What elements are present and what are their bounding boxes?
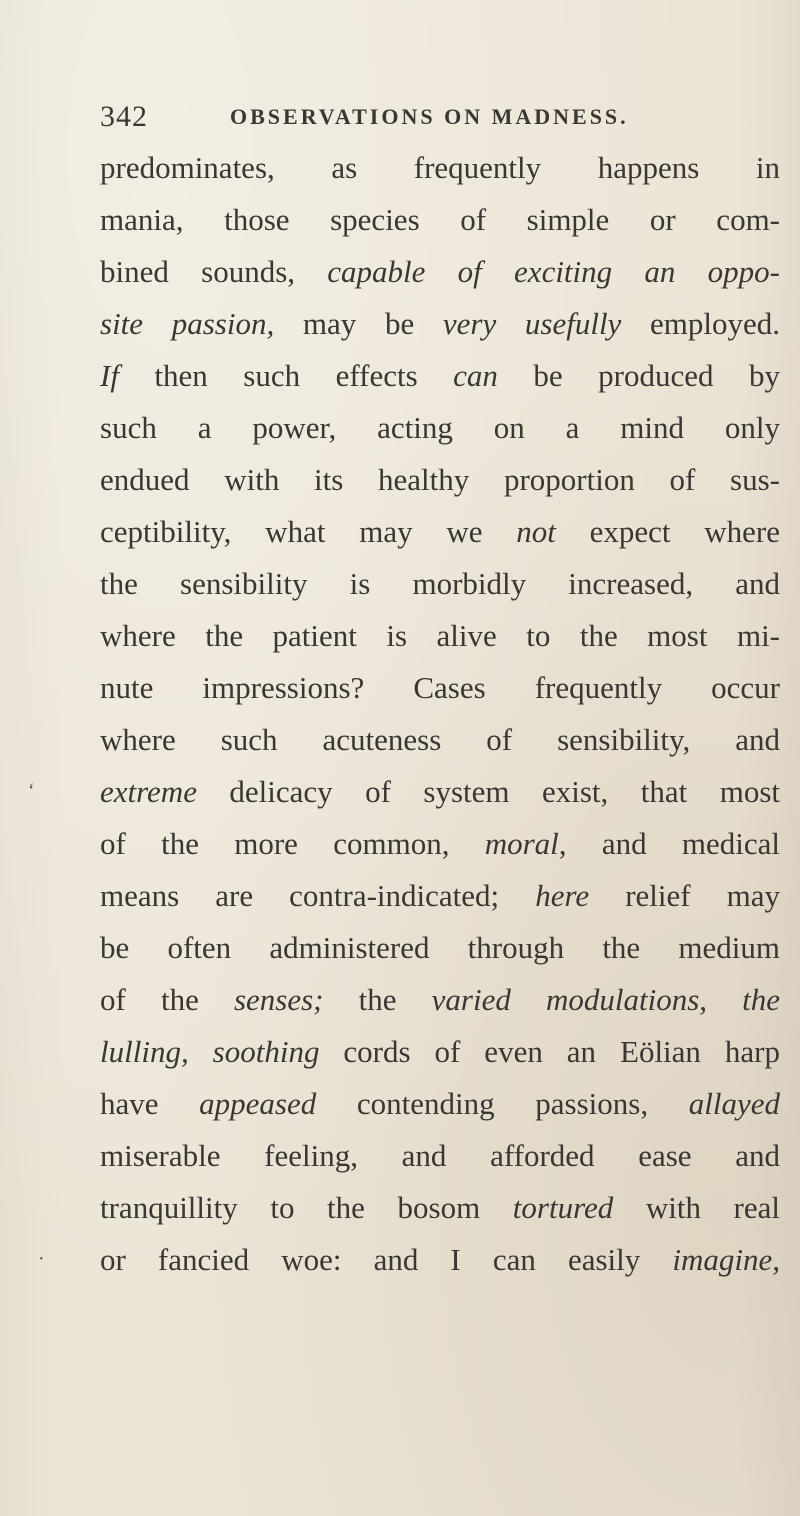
- text-run: where such acuteness of sensibility, and: [100, 722, 780, 757]
- italic-text: extreme: [100, 774, 197, 809]
- text-run: then such effects: [118, 358, 454, 393]
- text-line: [100, 1234, 780, 1286]
- text-run: such a power, acting on a mind only: [100, 410, 780, 445]
- text-run: or fancied woe: and I can easily: [100, 1242, 673, 1277]
- text-run: nute impressions? Cases frequently occur: [100, 670, 780, 705]
- text-run: be produced by: [497, 358, 780, 393]
- text-line: [100, 922, 780, 974]
- text-run: mania, those species of simple or com-: [100, 202, 780, 237]
- text-run: the: [323, 982, 432, 1017]
- italic-text: very usefully: [442, 306, 622, 341]
- italic-text: can: [453, 358, 498, 393]
- italic-text: capable of exciting an oppo-: [327, 254, 780, 289]
- italic-text: tortured: [512, 1190, 614, 1225]
- text-line: [100, 1078, 780, 1130]
- running-title: OBSERVATIONS ON MADNESS.: [230, 104, 629, 129]
- italic-text: If: [100, 358, 119, 393]
- text-line: [100, 1026, 780, 1078]
- text-line: [100, 714, 780, 766]
- text-line: [100, 454, 780, 506]
- italic-text: lulling, soothing: [100, 1034, 320, 1069]
- italic-text: varied modulations, the: [431, 982, 780, 1017]
- text-run: expect where: [555, 514, 780, 549]
- text-run: endued with its healthy proportion of sus-: [100, 462, 780, 497]
- text-run: relief may: [589, 878, 780, 913]
- text-run: of the more common,: [100, 826, 485, 861]
- text-run: the sensibility is morbidly increased, and: [100, 566, 780, 601]
- text-run: cords of even an Eölian harp: [319, 1034, 780, 1069]
- text-run: predominates, as frequently happens in: [100, 150, 780, 185]
- text-run: where the patient is alive to the most mi-: [100, 618, 780, 653]
- text-run: miserable feeling, and afforded ease and: [100, 1138, 780, 1173]
- text-run: contending passions,: [316, 1086, 689, 1121]
- text-line: [100, 194, 780, 246]
- text-line: [100, 610, 780, 662]
- text-run: of the: [100, 982, 234, 1017]
- italic-text: senses;: [233, 982, 324, 1017]
- running-head: [100, 100, 720, 140]
- text-run: with real: [613, 1190, 780, 1225]
- text-run: may be: [274, 306, 443, 341]
- text-line: [100, 506, 780, 558]
- text-run: have: [100, 1086, 200, 1121]
- text-line: [100, 246, 780, 298]
- text-line: [100, 974, 780, 1026]
- italic-text: not: [516, 514, 556, 549]
- text-run: be often administered through the medium: [100, 930, 780, 965]
- italic-text: allayed: [688, 1086, 780, 1121]
- text-run: delicacy of system exist, that most: [196, 774, 780, 809]
- text-line: [100, 818, 780, 870]
- text-line: [100, 558, 780, 610]
- text-run: employed.: [621, 306, 780, 341]
- text-line: [100, 1130, 780, 1182]
- body-text: [100, 142, 780, 1286]
- text-run: and medical: [566, 826, 780, 861]
- margin-mark: ·: [38, 1248, 45, 1270]
- text-run: ceptibility, what may we: [100, 514, 517, 549]
- text-line: [100, 662, 780, 714]
- text-line: [100, 870, 780, 922]
- text-run: tranquillity to the bosom: [100, 1190, 513, 1225]
- text-line: [100, 766, 780, 818]
- margin-mark: ‘: [28, 780, 35, 802]
- italic-text: imagine,: [672, 1242, 780, 1277]
- text-run: bined sounds,: [100, 254, 328, 289]
- text-line: [100, 402, 780, 454]
- italic-text: appeased: [199, 1086, 317, 1121]
- page-number: 342: [100, 100, 148, 133]
- italic-text: moral,: [484, 826, 567, 861]
- italic-text: here: [535, 878, 590, 913]
- text-line: [100, 350, 780, 402]
- text-run: means are contra-indicated;: [100, 878, 536, 913]
- text-line: [100, 298, 780, 350]
- italic-text: site passion,: [100, 306, 275, 341]
- text-line: [100, 1182, 780, 1234]
- text-line: [100, 142, 780, 194]
